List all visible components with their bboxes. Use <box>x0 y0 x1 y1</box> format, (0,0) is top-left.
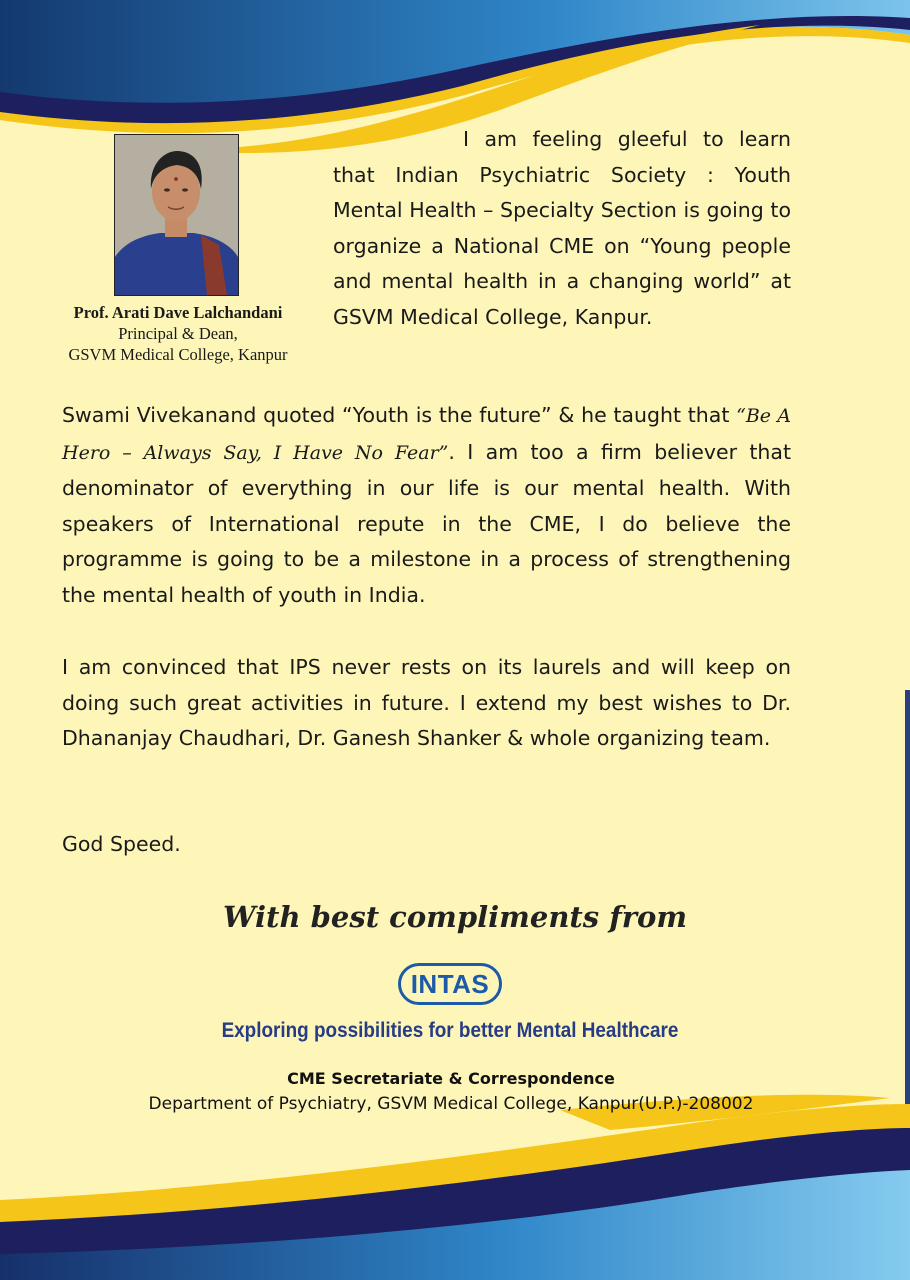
intas-logo: INTAS <box>398 963 502 1005</box>
paragraph-text-after: . I am too a firm believer that denominator of everything in our life is our mental health. With speakers of International repute in the CME, I do believe the programme is going to be a milestone in a process of strengthening the mental health of youth in India. <box>62 439 791 607</box>
paragraph-vivekanand <box>62 398 791 613</box>
intro-paragraph: I am feeling gleeful to learn that Indian Psychiatric Society : Youth Mental Health – Specialty Section is going to organize a National CME on “Young people and mental health in a changing world” at GSVM Medical College, Kanpur. <box>333 127 791 329</box>
top-blue-band <box>0 0 910 119</box>
paragraph-wishes: I am convinced that IPS never rests on its laurels and will keep on doing such great activities in future. I extend my best wishes to Dr. Dhananjay Chaudhari, Dr. Ganesh Shanker & whole organizing team. <box>62 655 791 750</box>
secretariat-address: Department of Psychiatry, GSVM Medical College, Kanpur(U.P.)-208002 <box>148 1094 754 1114</box>
secretariat-title: CME Secretariate & Correspondence <box>287 1069 615 1088</box>
principal-caption <box>38 302 318 365</box>
principal-photo <box>114 134 239 296</box>
closing-text: God Speed. <box>62 832 181 856</box>
compliments-heading: With best compliments from <box>222 900 687 934</box>
sponsor-tagline: Exploring possibilities for better Mental Healthcare <box>221 1019 679 1042</box>
paragraph-text-before: Swami Vivekanand quoted “Youth is the future” & he taught that <box>62 403 737 427</box>
principal-institution: GSVM Medical College, Kanpur <box>68 345 288 364</box>
portrait-photo-icon <box>115 135 238 295</box>
principal-name: Prof. Arati Dave Lalchandani <box>73 303 283 322</box>
hero-quote: “Be A Hero – Always Say, I Have No Fear” <box>62 405 791 464</box>
principal-role: Principal & Dean, <box>118 324 238 343</box>
